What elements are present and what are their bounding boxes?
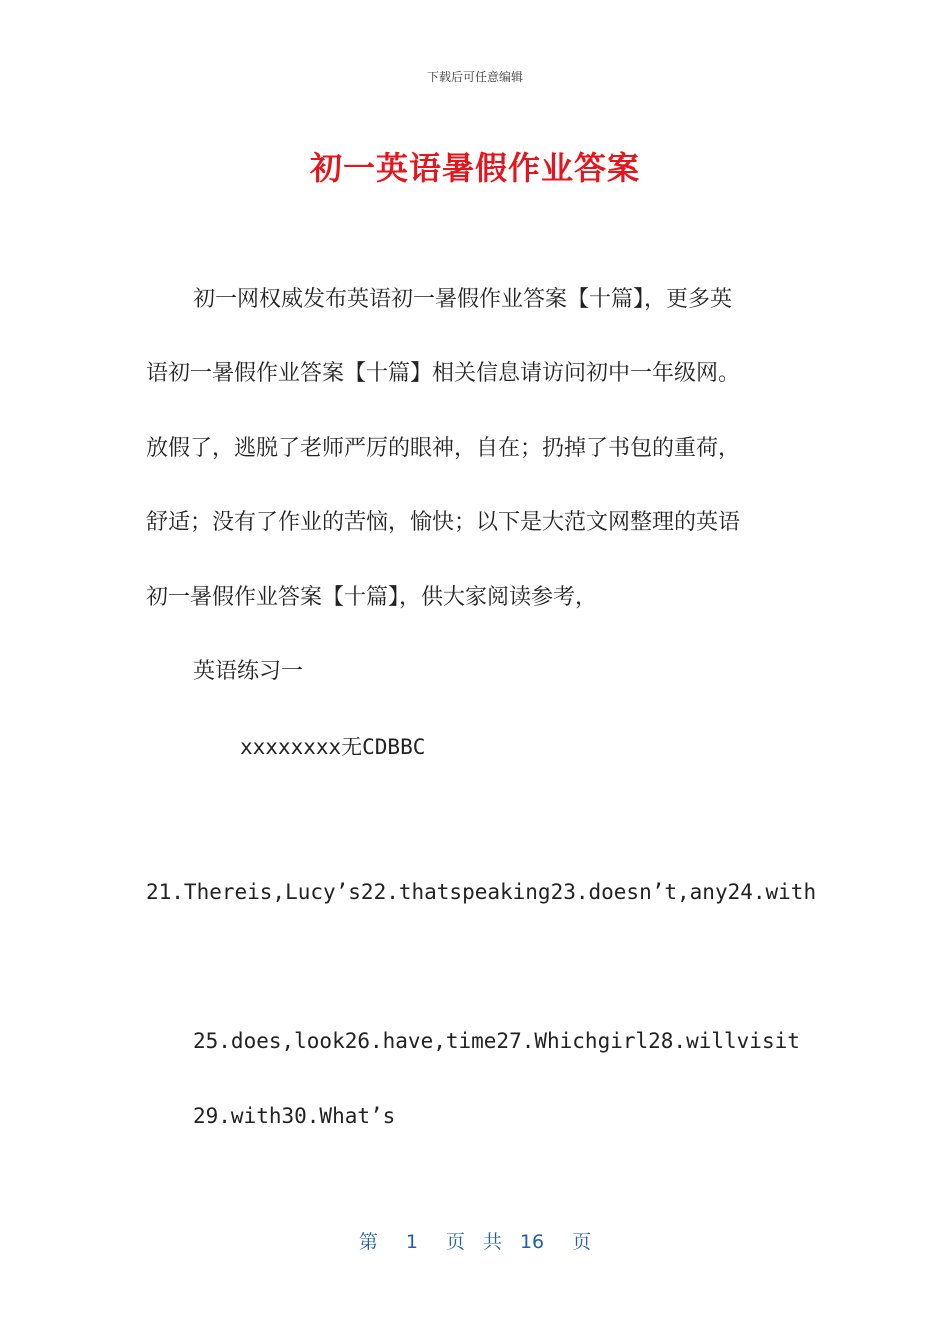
footer-page-unit: 页 bbox=[445, 1231, 465, 1253]
footer-total-pages: 16 bbox=[519, 1231, 545, 1253]
answers-line-2: 21.Thereis,Lucy’s22.thatspeaking23.doesn’t,any24.with bbox=[146, 880, 817, 904]
footer-page-number: 1 bbox=[405, 1231, 418, 1253]
answers-line-4: 29.with30.What’s bbox=[193, 1104, 396, 1128]
answers-line-1: xxxxxxxx无CDBBC bbox=[240, 735, 426, 759]
footer-page-label: 第 bbox=[358, 1231, 378, 1253]
footer-total-unit: 页 bbox=[572, 1231, 592, 1253]
paragraph-line-4: 舒适；没有了作业的苦恼，愉快；以下是大范文网整理的英语 bbox=[146, 510, 741, 535]
answers-line-3: 25.does,look26.have,time27.Whichgirl28.willvisit bbox=[193, 1029, 800, 1053]
paragraph-line-2: 语初一暑假作业答案【十篇】相关信息请访问初中一年级网。 bbox=[146, 361, 741, 386]
document-title: 初一英语暑假作业答案 bbox=[309, 149, 640, 187]
footer-total-label: 共 bbox=[482, 1231, 502, 1253]
paragraph-line-5: 初一暑假作业答案【十篇】，供大家阅读参考， bbox=[146, 585, 598, 610]
paragraph-line-3: 放假了，逃脱了老师严厉的眼神，自在；扔掉了书包的重荷， bbox=[146, 436, 741, 461]
paragraph-line-1: 初一网权威发布英语初一暑假作业答案【十篇】，更多英 bbox=[193, 287, 733, 312]
page-footer bbox=[0, 1227, 950, 1254]
header-note: 下载后可任意编辑 bbox=[426, 70, 523, 84]
section-heading: 英语练习一 bbox=[193, 659, 304, 684]
